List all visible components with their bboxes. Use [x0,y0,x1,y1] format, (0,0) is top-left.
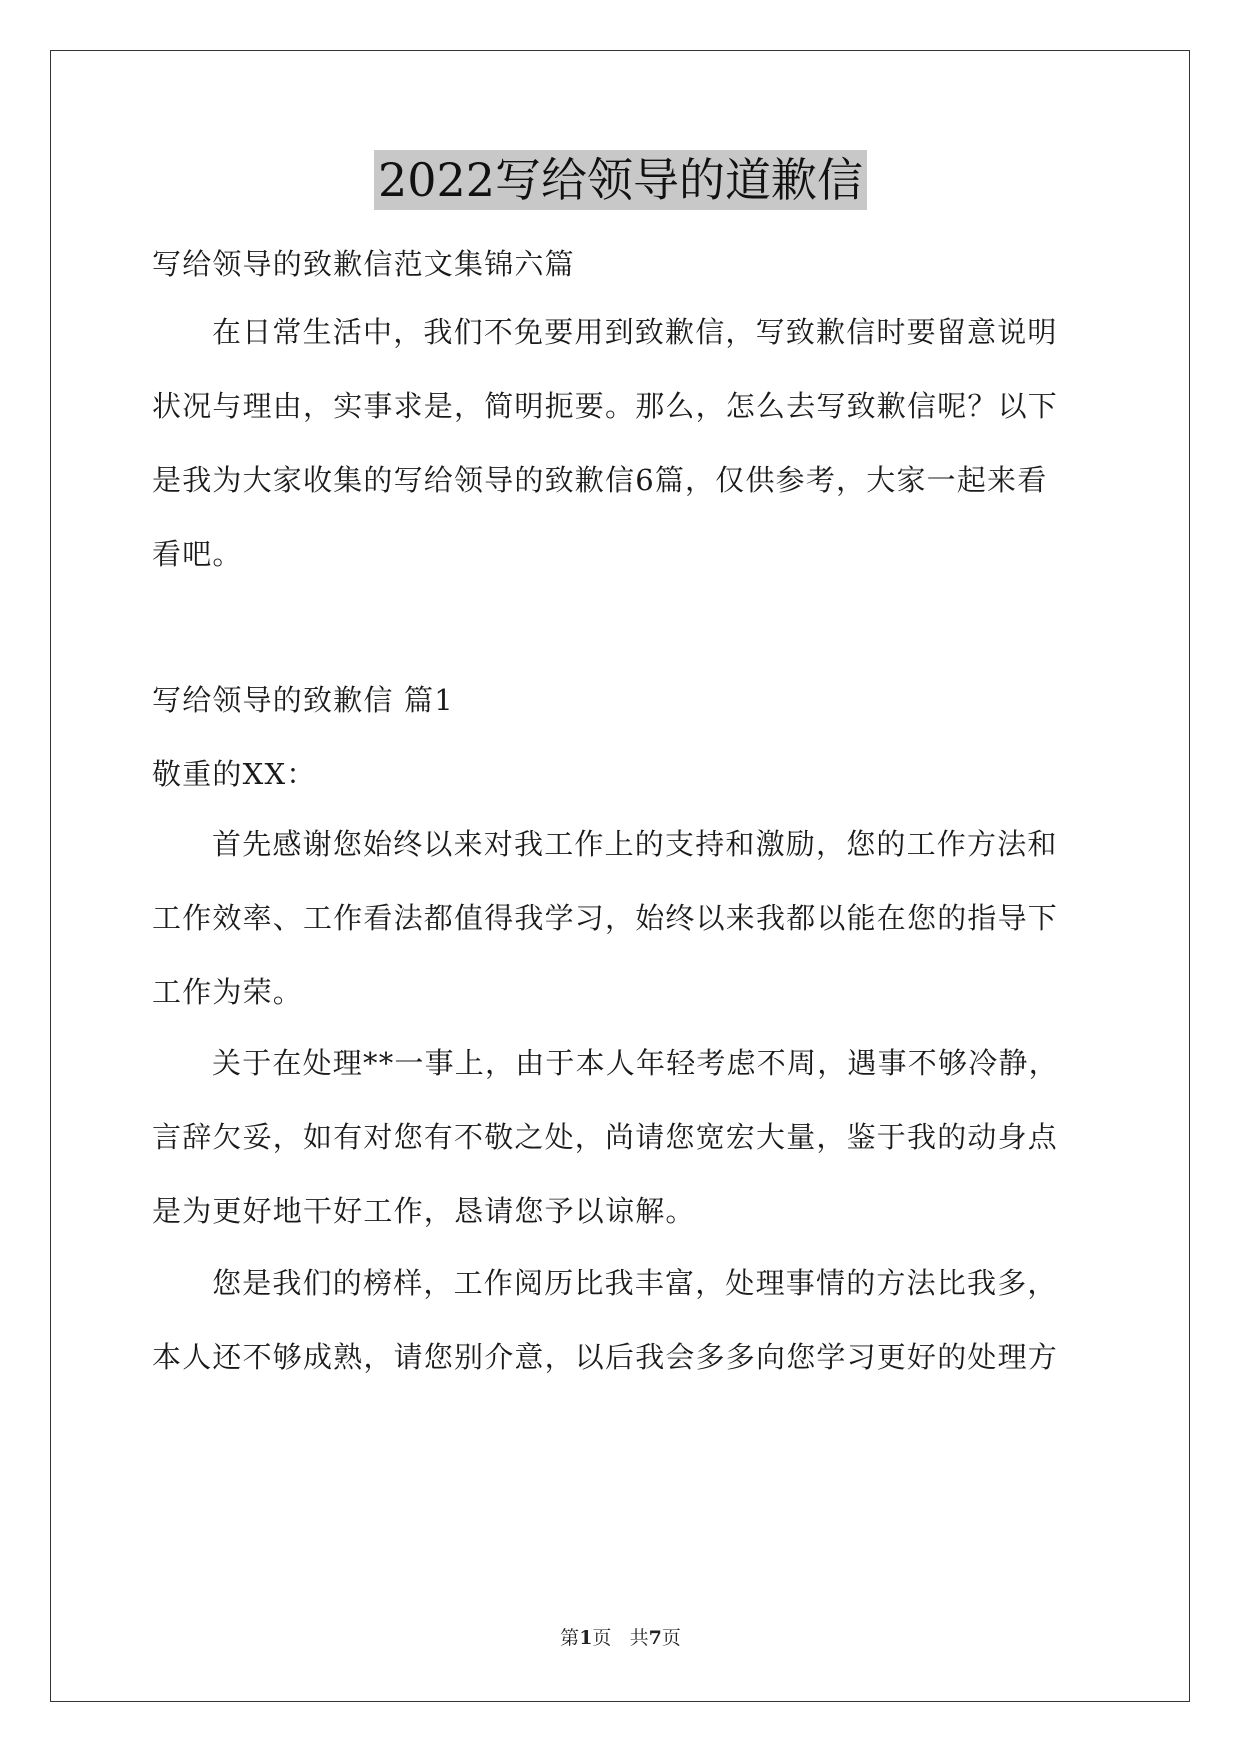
page-border [50,50,1190,1702]
footer-page-number: 1 [579,1627,593,1649]
section-heading: 写给领导的致歉信 篇1 [152,683,454,717]
body-line: 您是我们的榜样，工作阅历比我丰富，处理事情的方法比我多， [212,1266,1058,1300]
body-line: 状况与理由，实事求是，简明扼要。那么，怎么去写致歉信呢？以下 [152,389,1059,423]
body-line: 首先感谢您始终以来对我工作上的支持和激励，您的工作方法和 [212,827,1058,861]
body-line: 言辞欠妥，如有对您有不敬之处，尚请您宽宏大量，鉴于我的动身点 [152,1120,1059,1154]
footer-page-prefix: 第 [560,1627,580,1649]
page-footer [0,1626,1241,1650]
body-line: 本人还不够成熟，请您别介意，以后我会多多向您学习更好的处理方 [152,1340,1059,1374]
body-line: 看吧。 [152,537,243,571]
subtitle-line: 写给领导的致歉信范文集锦六篇 [152,247,575,281]
body-line: 工作效率、工作看法都值得我学习，始终以来我都以能在您的指导下 [152,901,1059,935]
body-line: 工作为荣。 [152,975,304,1009]
body-line: 是我为大家收集的写给领导的致歉信6篇，仅供参考，大家一起来看 [152,463,1048,497]
body-line: 是为更好地干好工作，恳请您予以谅解。 [152,1194,696,1228]
body-line: 在日常生活中，我们不免要用到致歉信，写致歉信时要留意说明 [212,315,1058,349]
footer-total-suffix: 页 [661,1627,681,1649]
footer-total-prefix: 共 [629,1627,649,1649]
footer-total-pages: 7 [648,1627,662,1649]
title-wrap [0,150,1241,210]
footer-page-suffix: 页 [592,1627,612,1649]
body-line: 关于在处理**一事上，由于本人年轻考虑不周，遇事不够冷静， [212,1046,1059,1080]
document-title: 2022写给领导的道歉信 [374,150,867,210]
salutation: 敬重的XX： [152,757,317,791]
